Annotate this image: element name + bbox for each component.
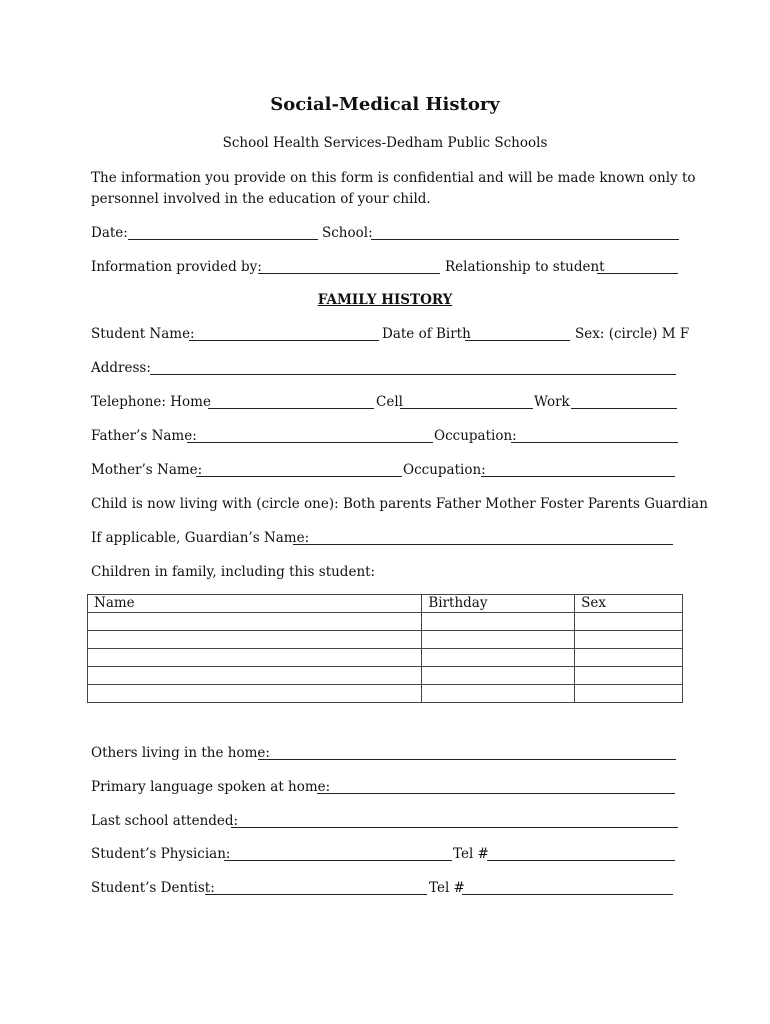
form-title: Social-Medical History [270,94,500,115]
primary-language-label: Primary language spoken at home: [91,779,331,795]
father-occupation-field[interactable] [511,442,678,443]
child-name-cell[interactable] [88,613,422,631]
child-sex-cell[interactable] [575,667,683,685]
dentist-label: Student’s Dentist: [91,880,215,896]
child-sex-cell[interactable] [575,685,683,703]
telephone-home-field[interactable] [208,408,374,409]
child-name-cell[interactable] [88,685,422,703]
table-row [88,649,683,667]
mother-occupation-field[interactable] [481,476,675,477]
child-sex-cell[interactable] [575,649,683,667]
school-field[interactable] [371,239,679,240]
dob-field[interactable] [465,340,570,341]
intro-line-2: personnel involved in the education of your child. [91,191,431,207]
living-with-label[interactable]: Child is now living with (circle one): Both parents Father Mother Foster Parents Guardian [91,496,708,512]
father-name-label: Father’s Name: [91,428,197,444]
table-row [88,685,683,703]
telephone-home-label: Telephone: Home [91,394,211,410]
child-name-cell[interactable] [88,631,422,649]
address-label: Address: [91,360,151,376]
info-provided-by-label: Information provided by: [91,259,262,275]
father-name-field[interactable] [187,442,433,443]
dob-label: Date of Birth [382,326,471,342]
mother-name-label: Mother’s Name: [91,462,203,478]
others-living-label: Others living in the home: [91,745,270,761]
child-birthday-cell[interactable] [422,649,575,667]
intro-line-1: The information you provide on this form is confidential and will be made known only to [91,170,696,186]
child-birthday-cell[interactable] [422,667,575,685]
physician-tel-field[interactable] [487,860,675,861]
info-provided-by-field[interactable] [258,273,440,274]
mother-name-field[interactable] [196,476,402,477]
mother-occupation-label: Occupation: [403,462,486,478]
cell-label: Cell [376,394,403,410]
table-header-row [88,595,683,613]
dentist-tel-label: Tel # [429,880,465,896]
relationship-field[interactable] [597,273,678,274]
child-birthday-cell[interactable] [422,685,575,703]
table-row [88,667,683,685]
last-school-field[interactable] [231,827,678,828]
father-occupation-label: Occupation: [434,428,517,444]
school-label: School: [322,225,373,241]
dentist-tel-field[interactable] [462,894,673,895]
children-table [87,594,683,703]
child-birthday-cell[interactable] [422,631,575,649]
work-field[interactable] [571,408,677,409]
guardian-name-field[interactable] [293,544,673,545]
child-sex-cell[interactable] [575,631,683,649]
child-sex-cell[interactable] [575,613,683,631]
dentist-field[interactable] [205,894,427,895]
family-history-heading: FAMILY HISTORY [317,292,453,308]
child-name-cell[interactable] [88,649,422,667]
others-living-field[interactable] [258,759,676,760]
column-header-birthday: Birthday [422,595,575,613]
student-name-label: Student Name: [91,326,195,342]
cell-field[interactable] [400,408,533,409]
children-in-family-label: Children in family, including this student: [91,564,376,580]
student-name-field[interactable] [189,340,379,341]
relationship-label: Relationship to student [445,259,605,275]
physician-field[interactable] [224,860,452,861]
physician-tel-label: Tel # [453,846,489,862]
date-label: Date: [91,225,128,241]
table-row [88,631,683,649]
date-field[interactable] [128,239,318,240]
guardian-name-label: If applicable, Guardian’s Name: [91,530,310,546]
child-name-cell[interactable] [88,667,422,685]
form-subtitle: School Health Services-Dedham Public Schools [222,135,548,151]
sex-label[interactable]: Sex: (circle) M F [575,326,690,342]
column-header-sex: Sex [575,595,683,613]
primary-language-field[interactable] [317,793,675,794]
child-birthday-cell[interactable] [422,613,575,631]
address-field[interactable] [150,374,676,375]
work-label: Work [534,394,570,410]
last-school-label: Last school attended: [91,813,239,829]
column-header-name: Name [88,595,422,613]
table-row [88,613,683,631]
physician-label: Student’s Physician: [91,846,231,862]
